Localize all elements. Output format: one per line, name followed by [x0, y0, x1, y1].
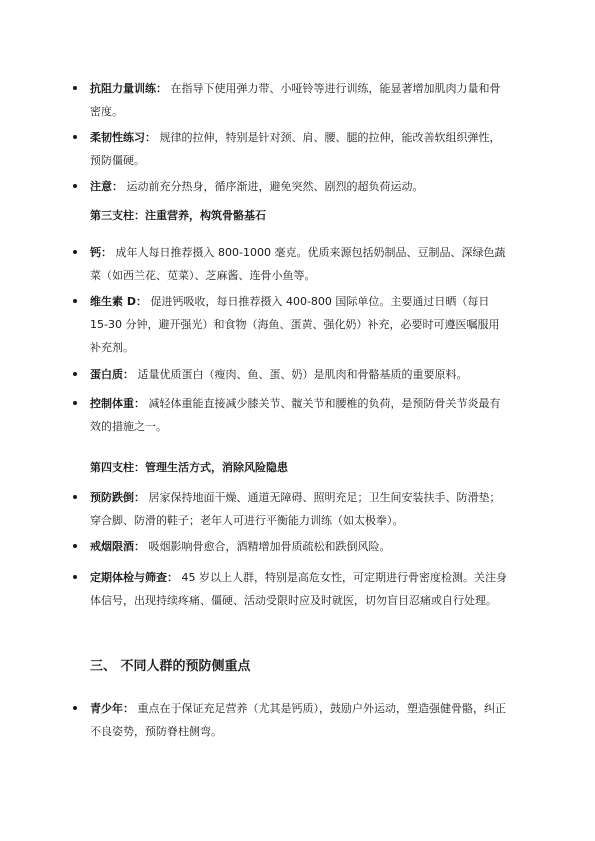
population-list: [0, 697, 595, 743]
item-label: 蛋白质：: [90, 368, 134, 381]
item-text: 重点在于保证充足营养（尤其是钙质），鼓励户外运动，塑造强健骨骼，纠正不良姿势，预防脊柱侧弯。: [90, 702, 506, 738]
list-item: [0, 392, 595, 438]
bullet-icon: [73, 86, 77, 90]
bullet-icon: [73, 575, 77, 579]
item-label: 戒烟限酒：: [90, 540, 145, 553]
list-item: [0, 290, 595, 359]
section-heading: 三、 不同人群的预防侧重点: [90, 659, 251, 674]
bullet-icon: [73, 372, 77, 376]
item-label: 定期体检与筛查：: [90, 571, 178, 584]
nutrition-list: [0, 241, 595, 438]
item-label: 抗阻力量训练：: [90, 82, 167, 95]
list-item: [0, 126, 595, 172]
item-text: 规律的拉伸，特别是针对颈、肩、腰、腿的拉伸，能改善软组织弹性，预防僵硬。: [90, 131, 501, 167]
item-label: 注意：: [90, 180, 123, 193]
bullet-icon: [73, 299, 77, 303]
bullet-icon: [73, 706, 77, 710]
item-label: 钙：: [90, 246, 112, 259]
item-text: 45 岁以上人群，特别是高危女性，可定期进行骨密度检测。关注身体信号，出现持续疼痛、僵硬、活动受限时应及时就医，切勿盲目忍痛或自行处理。: [90, 571, 507, 607]
subsection-heading: 第三支柱：注重营养，构筑骨骼基石: [90, 209, 266, 222]
list-item: [0, 535, 595, 558]
bullet-icon: [73, 135, 77, 139]
list-item: [0, 77, 595, 123]
item-text: 促进钙吸收，每日推荐摄入 400-800 国际单位。主要通过日晒（每日 15-30 分钟，避开强光）和食物（海鱼、蛋黄、强化奶）补充，必要时可遵医嘱服用补充剂。: [90, 295, 500, 354]
exercise-list: [0, 77, 595, 198]
list-item: [0, 566, 595, 612]
item-label: 青少年：: [90, 702, 134, 715]
item-label: 预防跌倒：: [90, 491, 145, 504]
item-text: 成年人每日推荐摄入 800-1000 毫克。优质来源包括奶制品、豆制品、深绿色蔬菜（如西兰花、苋菜）、芝麻酱、连骨小鱼等。: [90, 246, 506, 282]
item-label: 柔韧性练习：: [90, 131, 156, 144]
item-text: 减轻体重能直接减少膝关节、髋关节和腰椎的负荷，是预防骨关节炎最有效的措施之一。: [90, 397, 501, 433]
list-item: [0, 175, 595, 198]
bullet-icon: [73, 495, 77, 499]
item-text: 居家保持地面干燥、通道无障碍、照明充足；卫生间安装扶手、防滑垫；穿合脚、防滑的鞋子；老年人可进行平衡能力训练（如太极拳）。: [90, 491, 501, 527]
subsection-heading: 第四支柱：管理生活方式，消除风险隐患: [90, 461, 288, 474]
lifestyle-list: [0, 486, 595, 612]
list-item: [0, 697, 595, 743]
bullet-icon: [73, 401, 77, 405]
item-text: 在指导下使用弹力带、小哑铃等进行训练，能显著增加肌肉力量和骨密度。: [90, 82, 501, 118]
item-label: 控制体重：: [90, 397, 145, 410]
list-item: [0, 241, 595, 287]
item-text: 吸烟影响骨愈合，酒精增加骨质疏松和跌倒风险。: [148, 540, 391, 553]
bullet-icon: [73, 250, 77, 254]
item-text: 适量优质蛋白（瘦肉、鱼、蛋、奶）是肌肉和骨骼基质的重要原料。: [137, 368, 468, 381]
item-label: 维生素 D：: [90, 295, 147, 308]
list-item: [0, 486, 595, 532]
bullet-icon: [73, 184, 77, 188]
item-text: 运动前充分热身，循序渐进，避免突然、剧烈的超负荷运动。: [126, 180, 424, 193]
list-item: [0, 363, 595, 386]
bullet-icon: [73, 544, 77, 548]
